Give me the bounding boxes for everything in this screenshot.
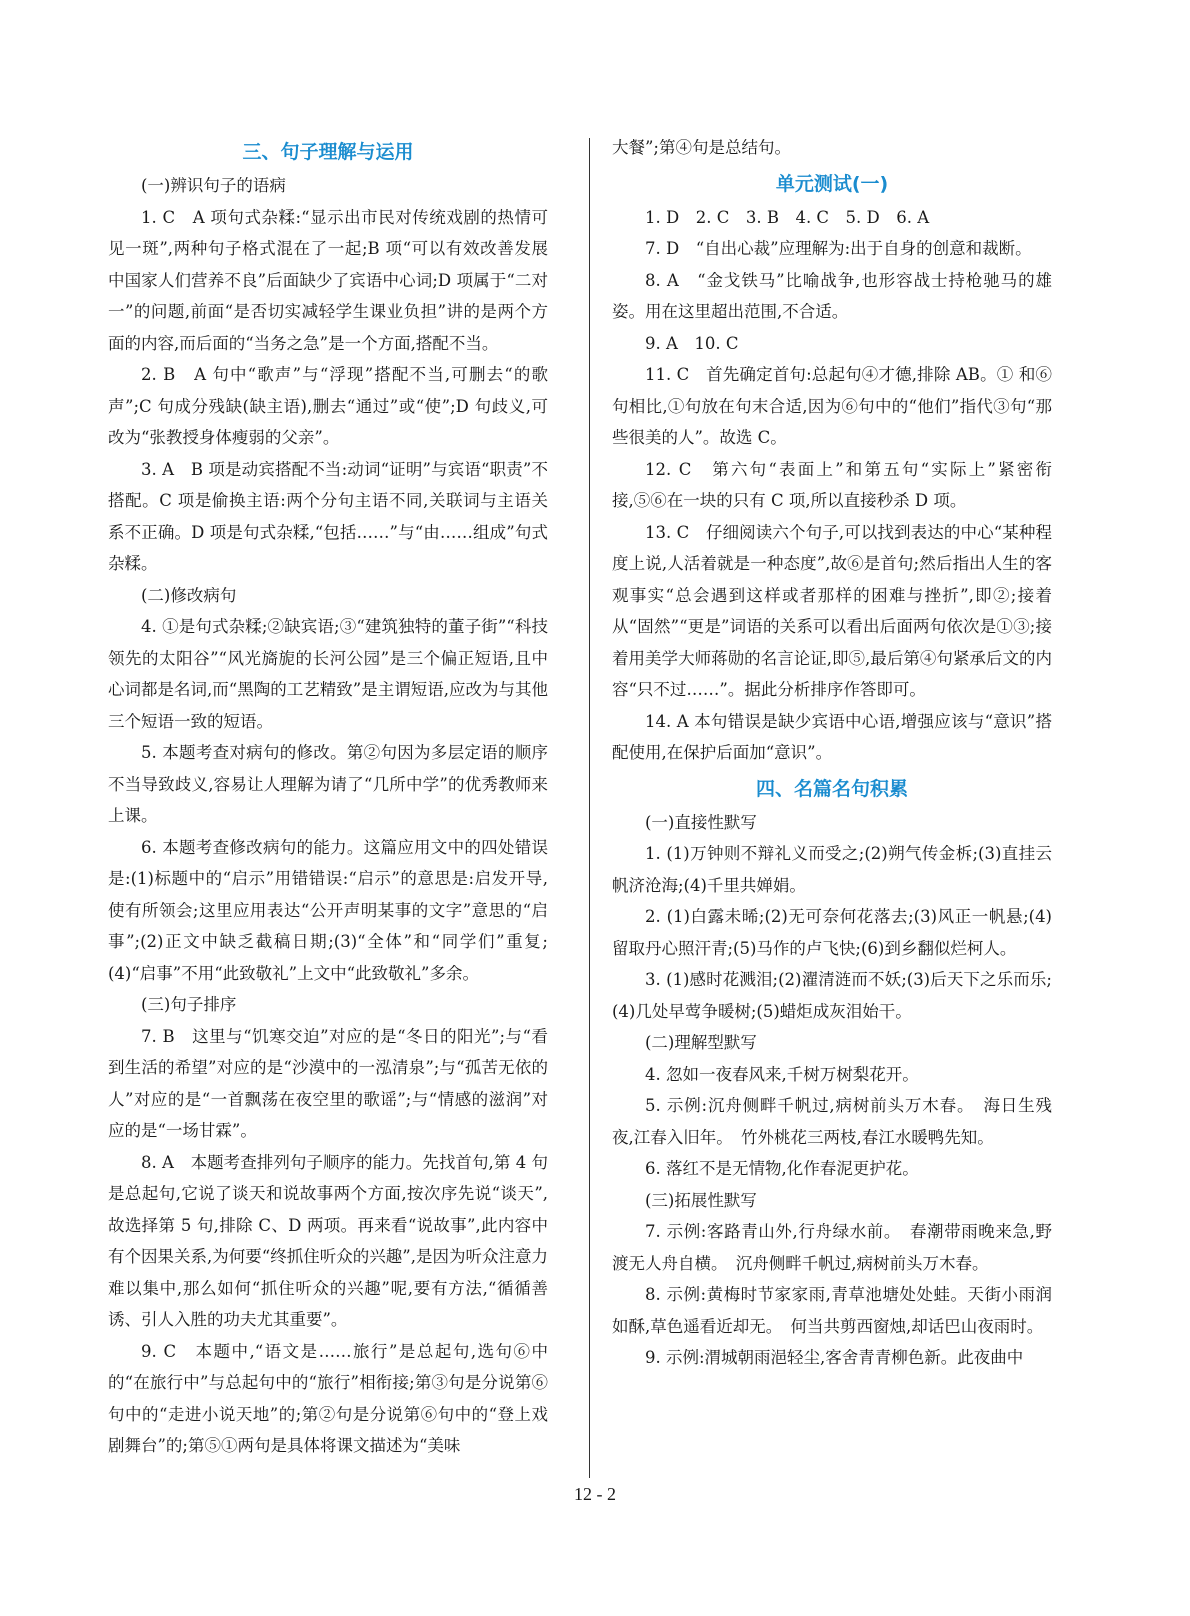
- answer-item: 7. 示例:客路青山外,行舟绿水前。 春潮带雨晚来急,野渡无人舟自横。 沉舟侧畔千帆过,病树前头万木春。: [612, 1222, 1052, 1273]
- subsection-title: (三)拓展性默写: [645, 1190, 757, 1210]
- subsection-title: (三)句子排序: [141, 995, 237, 1014]
- answer-item: 12. C 第六句“表面上”和第五句“实际上”紧密衔接,⑤⑥在一块的只有 C 项,所以直接秒杀 D 项。: [612, 459, 1052, 510]
- answer-item: 9. C 本题中,“语文是……旅行”是总起句,选句⑥中的“在旅行中”与总起句中的“旅行”相衔接;第③句是分说第⑥句中的“走进小说天地”的;第②句是分说第⑥句中的“登上戏剧舞台”的;第⑤①两句是具体将课文描述为“美味: [108, 1341, 548, 1455]
- section-heading-sentences: 三、句子理解与运用: [242, 141, 414, 163]
- answer-item: 6. 本题考查修改病句的能力。这篇应用文中的四处错误是:(1)标题中的“启示”用错错误:“启示”的意思是:启发开导,使有所领会;这里应用表达“公开声明某事的文字”意思的“启事”;(2)正文中缺乏截稿日期;(3)“全体”和“同学们”重复;(4)“启事”不用“此致敬礼”上文中“此致敬礼”多余。: [108, 837, 548, 983]
- answer-item: 1. C A 项句式杂糅:“显示出市民对传统戏剧的热情可见一斑”,两种句子格式混在了一起;B 项“可以有效改善发展中国家人们营养不良”后面缺少了宾语中心词;D 项属于“二对一”的问题,前面“是否切实减轻学生课业负担”讲的是两个方面的内容,而后面的“当务之急”是一个方面,搭配不当。: [108, 207, 548, 353]
- answer-item: 3. A B 项是动宾搭配不当:动词“证明”与宾语“职责”不搭配。C 项是偷换主语:两个分句主语不同,关联词与主语关系不正确。D 项是句式杂糅,“包括……”与“由……组成”句式杂糅。: [108, 459, 548, 573]
- answer-item: 7. D “自出心裁”应理解为:出于自身的创意和裁断。: [645, 239, 1032, 258]
- page-number: 12 - 2: [574, 1484, 616, 1504]
- answer-item: 7. B 这里与“饥寒交迫”对应的是“冬日的阳光”;与“看到生活的希望”对应的是“沙漠中的一泓清泉”;与“孤苦无依的人”对应的是“一首飘荡在夜空里的歌谣”;与“情感的滋润”对应的是“一场甘霖”。: [108, 1026, 548, 1140]
- column-divider: [589, 138, 590, 1478]
- answer-item: 8. A “金戈铁马”比喻战争,也形容战士持枪驰马的雄姿。用在这里超出范围,不合适。: [612, 270, 1052, 321]
- answer-item: 2. (1)白露未晞;(2)无可奈何花落去;(3)风正一帆悬;(4)留取丹心照汗青;(5)马作的卢飞快;(6)到乡翻似烂柯人。: [612, 907, 1052, 958]
- section-heading-famous-lines: 四、名篇名句积累: [755, 777, 908, 800]
- answer-item: 11. C 首先确定首句:总起句④才德,排除 AB。① 和⑥句相比,①句放在句末合适,因为⑥句中的“他们”指代③句“那些很美的人”。故选 C。: [612, 365, 1052, 447]
- answer-item: 9. A 10. C: [645, 333, 739, 353]
- answer-item: 14. A 本句错误是缺少宾语中心语,增强应该与“意识”搭配使用,在保护后面加“意识”。: [612, 711, 1052, 762]
- answer-item: 3. (1)感时花溅泪;(2)濯清涟而不妖;(3)后天下之乐而乐;(4)几处早莺争暖树;(5)蜡炬成灰泪始干。: [612, 970, 1052, 1021]
- answer-item: 1. D 2. C 3. B 4. C 5. D 6. A: [645, 207, 930, 227]
- left-column: [108, 132, 548, 1462]
- section-heading-unit-test: 单元测试(一): [775, 172, 889, 195]
- answer-item: 4. 忽如一夜春风来,千树万树梨花开。: [645, 1064, 919, 1084]
- answer-item: 1. (1)万钟则不辩礼义而受之;(2)朔气传金柝;(3)直挂云帆济沧海;(4)千里共婵娟。: [612, 844, 1052, 895]
- answer-item: 2. B A 句中“歌声”与“浮现”搭配不当,可删去“的歌声”;C 句成分残缺(缺主语),删去“通过”或“使”;D 句歧义,可改为“张教授身体瘦弱的父亲”。: [108, 365, 548, 447]
- answer-item: 5. 本题考查对病句的修改。第②句因为多层定语的顺序不当导致歧义,容易让人理解为请了“几所中学”的优秀教师来上课。: [108, 743, 548, 825]
- answer-item: 9. 示例:渭城朝雨浥轻尘,客舍青青柳色新。此夜曲中: [645, 1348, 1024, 1367]
- answer-item: 8. 示例:黄梅时节家家雨,青草池塘处处蛙。天街小雨润如酥,草色遥看近却无。 何当共剪西窗烛,却话巴山夜雨时。: [612, 1285, 1052, 1336]
- answer-item: 4. ①是句式杂糅;②缺宾语;③“建筑独特的董子街”“科技领先的太阳谷”“风光旖旎的长河公园”是三个偏正短语,且中心词都是名词,而“黑陶的工艺精致”是主谓短语,应改为与其他三个短语一致的短语。: [108, 617, 548, 731]
- subsection-title: (一)辨识句子的语病: [141, 176, 286, 195]
- answer-item: 5. 示例:沉舟侧畔千帆过,病树前头万木春。 海日生残夜,江春入旧年。 竹外桃花三两枝,春江水暖鸭先知。: [612, 1096, 1052, 1147]
- subsection-title: (二)修改病句: [141, 585, 237, 605]
- subsection-title: (二)理解型默写: [645, 1033, 757, 1052]
- answer-item: 13. C 仔细阅读六个句子,可以找到表达的中心“某种程度上说,人活着就是一种态度”,故⑥是首句;然后指出人生的客观事实“总会遇到这样或者那样的困难与挫折”,即②;接着从“固然”“更是”词语的关系可以看出后面两句依次是①③;接着用美学大师蒋勋的名言论证,即⑤,最后第④句紧承后文的内容“只不过……”。据此分析排序作答即可。: [612, 522, 1052, 699]
- answer-item: 6. 落红不是无情物,化作春泥更护花。: [645, 1159, 919, 1178]
- subsection-title: (一)直接性默写: [645, 812, 757, 832]
- right-column: [612, 132, 1052, 1374]
- answer-item-continued: 大餐”;第④句是总结句。: [612, 138, 791, 157]
- answer-item: 8. A 本题考查排列句子顺序的能力。先找首句,第 4 句是总起句,它说了谈天和说故事两个方面,按次序先说“谈天”,故选择第 5 句,排除 C、D 两项。再来看“说故事”,此内容中有个因果关系,为何要“终抓住听众的兴趣”,是因为听众注意力难以集中,那么如何“抓住听众的兴趣”呢,要有方法,“循循善诱、引人入胜的功夫尤其重要”。: [108, 1152, 548, 1329]
